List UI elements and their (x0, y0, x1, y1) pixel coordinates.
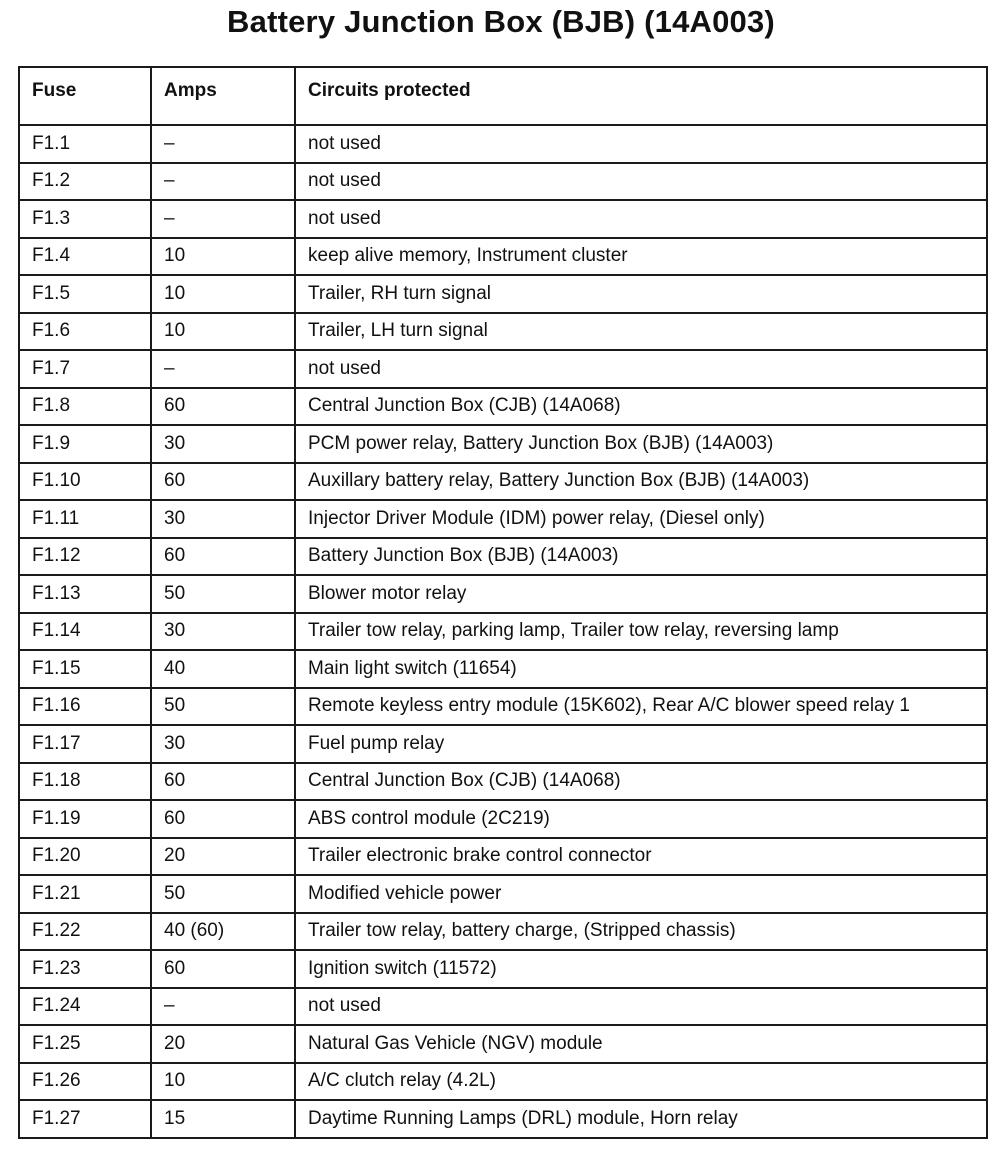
circuits-cell: ABS control module (2C219) (295, 800, 987, 838)
table-row (19, 538, 987, 576)
circuits-cell: Central Junction Box (CJB) (14A068) (295, 763, 987, 801)
table-row (19, 725, 987, 763)
circuits-cell: Main light switch (11654) (295, 650, 987, 688)
fuse-cell: F1.19 (19, 800, 151, 838)
table-row (19, 425, 987, 463)
fuse-cell: F1.14 (19, 613, 151, 651)
circuits-cell: PCM power relay, Battery Junction Box (BJB) (14A003) (295, 425, 987, 463)
table-row (19, 238, 987, 276)
table-row (19, 875, 987, 913)
table-row (19, 313, 987, 351)
table-row (19, 500, 987, 538)
table-row (19, 988, 987, 1026)
amps-cell: 40 (60) (151, 913, 295, 951)
fuse-cell: F1.18 (19, 763, 151, 801)
circuits-cell: Trailer tow relay, parking lamp, Trailer tow relay, reversing lamp (295, 613, 987, 651)
circuits-cell: Trailer tow relay, battery charge, (Stripped chassis) (295, 913, 987, 951)
circuits-cell: Trailer, LH turn signal (295, 313, 987, 351)
circuits-cell: Auxillary battery relay, Battery Junction Box (BJB) (14A003) (295, 463, 987, 501)
amps-cell: 30 (151, 500, 295, 538)
amps-cell: 50 (151, 875, 295, 913)
fuse-cell: F1.27 (19, 1100, 151, 1138)
circuits-cell: Injector Driver Module (IDM) power relay, (Diesel only) (295, 500, 987, 538)
column-header-fuse: Fuse (19, 67, 151, 125)
circuits-cell: Blower motor relay (295, 575, 987, 613)
amps-cell: 30 (151, 725, 295, 763)
page-title: Battery Junction Box (BJB) (14A003) (227, 4, 775, 39)
fuse-cell: F1.1 (19, 125, 151, 163)
fuse-table (18, 66, 988, 1139)
fuse-cell: F1.7 (19, 350, 151, 388)
amps-cell: 20 (151, 838, 295, 876)
fuse-cell: F1.22 (19, 913, 151, 951)
circuits-cell: not used (295, 163, 987, 201)
table-row (19, 950, 987, 988)
table-row (19, 1025, 987, 1063)
amps-cell: 50 (151, 688, 295, 726)
fuse-cell: F1.13 (19, 575, 151, 613)
table-row (19, 125, 987, 163)
amps-cell: – (151, 350, 295, 388)
amps-cell: – (151, 163, 295, 201)
circuits-cell: Trailer electronic brake control connector (295, 838, 987, 876)
circuits-cell: keep alive memory, Instrument cluster (295, 238, 987, 276)
table-row (19, 688, 987, 726)
fuse-cell: F1.21 (19, 875, 151, 913)
circuits-cell: Trailer, RH turn signal (295, 275, 987, 313)
circuits-cell: Remote keyless entry module (15K602), Rear A/C blower speed relay 1 (295, 688, 987, 726)
circuits-cell: Central Junction Box (CJB) (14A068) (295, 388, 987, 426)
fuse-cell: F1.17 (19, 725, 151, 763)
amps-cell: 60 (151, 763, 295, 801)
amps-cell: 50 (151, 575, 295, 613)
table-row (19, 200, 987, 238)
table-row (19, 800, 987, 838)
circuits-cell: not used (295, 125, 987, 163)
circuits-cell: not used (295, 200, 987, 238)
fuse-cell: F1.16 (19, 688, 151, 726)
fuse-cell: F1.9 (19, 425, 151, 463)
circuits-cell: Fuel pump relay (295, 725, 987, 763)
fuse-cell: F1.23 (19, 950, 151, 988)
fuse-cell: F1.20 (19, 838, 151, 876)
table-row (19, 350, 987, 388)
amps-cell: 10 (151, 1063, 295, 1101)
table-row (19, 575, 987, 613)
table-header-row (19, 67, 987, 125)
table-row (19, 388, 987, 426)
fuse-cell: F1.8 (19, 388, 151, 426)
table-row (19, 1063, 987, 1101)
circuits-cell: not used (295, 988, 987, 1026)
table-row (19, 913, 987, 951)
amps-cell: 60 (151, 388, 295, 426)
table-row (19, 838, 987, 876)
amps-cell: – (151, 125, 295, 163)
column-header-circuits: Circuits protected (295, 67, 987, 125)
circuits-cell: Battery Junction Box (BJB) (14A003) (295, 538, 987, 576)
amps-cell: 60 (151, 800, 295, 838)
circuits-cell: Modified vehicle power (295, 875, 987, 913)
amps-cell: 30 (151, 613, 295, 651)
circuits-cell: not used (295, 350, 987, 388)
fuse-cell: F1.3 (19, 200, 151, 238)
amps-cell: – (151, 988, 295, 1026)
circuits-cell: Daytime Running Lamps (DRL) module, Horn relay (295, 1100, 987, 1138)
table-row (19, 275, 987, 313)
circuits-cell: A/C clutch relay (4.2L) (295, 1063, 987, 1101)
amps-cell: 15 (151, 1100, 295, 1138)
column-header-amps: Amps (151, 67, 295, 125)
circuits-cell: Ignition switch (11572) (295, 950, 987, 988)
fuse-cell: F1.2 (19, 163, 151, 201)
amps-cell: 10 (151, 275, 295, 313)
amps-cell: 60 (151, 463, 295, 501)
amps-cell: 20 (151, 1025, 295, 1063)
fuse-cell: F1.15 (19, 650, 151, 688)
table-row (19, 1100, 987, 1138)
table-row (19, 463, 987, 501)
amps-cell: 60 (151, 538, 295, 576)
fuse-cell: F1.5 (19, 275, 151, 313)
amps-cell: 10 (151, 238, 295, 276)
fuse-cell: F1.12 (19, 538, 151, 576)
amps-cell: 60 (151, 950, 295, 988)
fuse-cell: F1.6 (19, 313, 151, 351)
fuse-cell: F1.25 (19, 1025, 151, 1063)
amps-cell: – (151, 200, 295, 238)
amps-cell: 10 (151, 313, 295, 351)
amps-cell: 30 (151, 425, 295, 463)
fuse-cell: F1.10 (19, 463, 151, 501)
fuse-cell: F1.26 (19, 1063, 151, 1101)
fuse-cell: F1.4 (19, 238, 151, 276)
table-row (19, 763, 987, 801)
circuits-cell: Natural Gas Vehicle (NGV) module (295, 1025, 987, 1063)
table-row (19, 163, 987, 201)
fuse-cell: F1.11 (19, 500, 151, 538)
fuse-cell: F1.24 (19, 988, 151, 1026)
amps-cell: 40 (151, 650, 295, 688)
table-body (19, 125, 987, 1138)
table-row (19, 650, 987, 688)
table-row (19, 613, 987, 651)
